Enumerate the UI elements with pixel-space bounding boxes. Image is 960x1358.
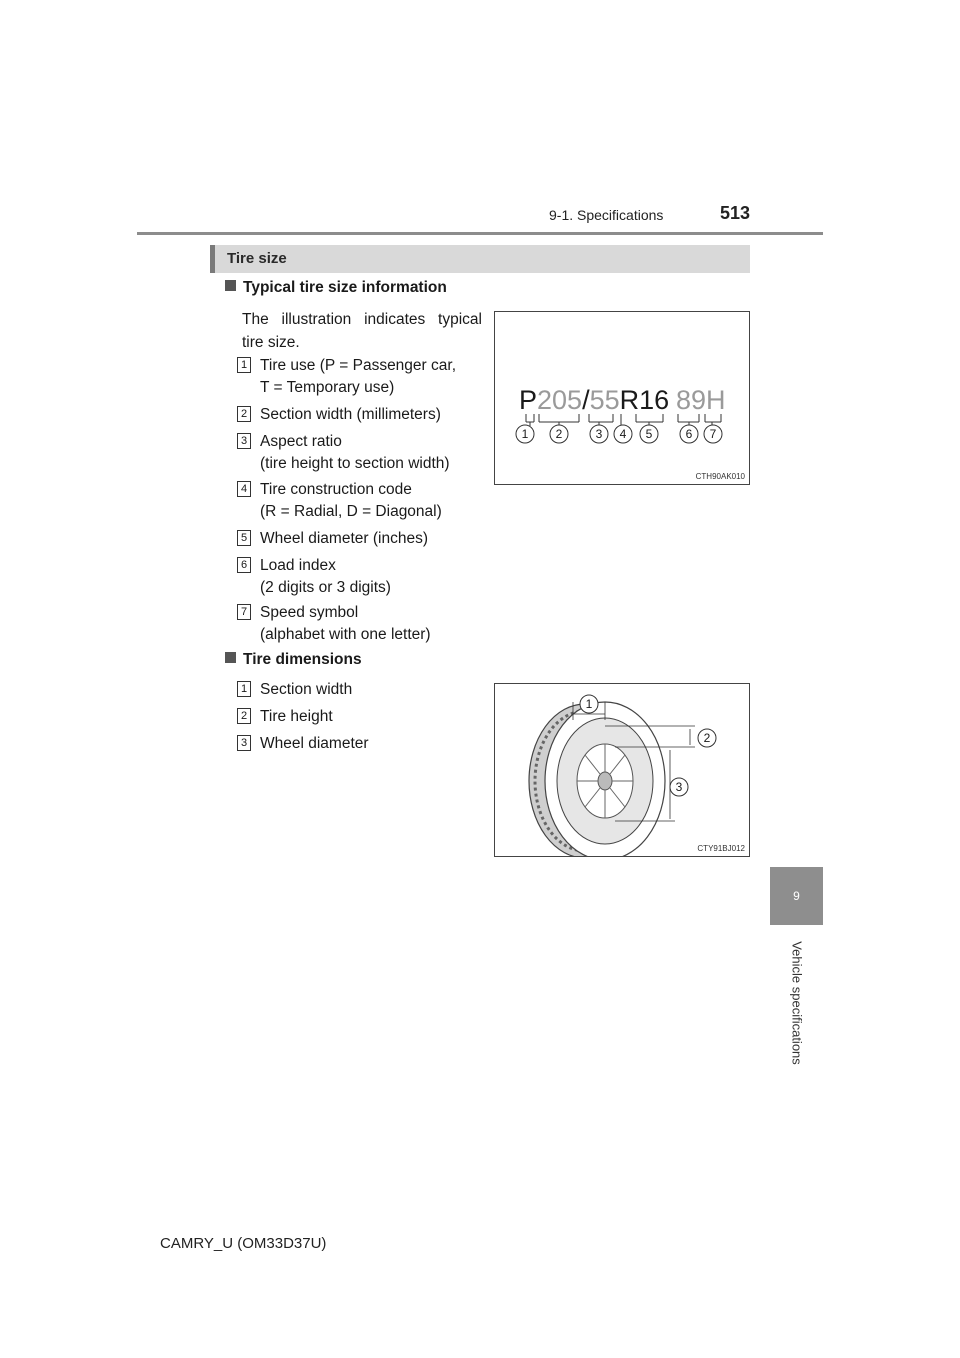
tire-code-slash: / — [582, 385, 590, 415]
header-divider — [137, 232, 823, 235]
callout-label: 2 — [703, 731, 711, 745]
chapter-tab — [770, 867, 823, 925]
item-number-badge: 1 — [237, 357, 251, 373]
item-line: (2 digits or 3 digits) — [260, 579, 391, 596]
item-line: Aspect ratio — [260, 433, 342, 450]
section-header — [210, 245, 750, 273]
tire-code-load-speed: 89H — [676, 385, 726, 415]
square-bullet-icon — [225, 652, 236, 663]
item-line: T = Temporary use) — [260, 379, 395, 396]
item-line: Tire construction code — [260, 481, 412, 498]
item-number-badge: 2 — [237, 406, 251, 422]
svg-text:P205/55R16 — [519, 385, 669, 415]
section-title: Tire size — [227, 250, 287, 267]
item-line: Speed symbol — [260, 604, 359, 621]
callout-leader-lines — [526, 414, 721, 426]
square-bullet-icon — [225, 280, 236, 291]
footer-model: CAMRY_U (OM33D37U) — [160, 1235, 327, 1252]
callout-label: 7 — [709, 427, 717, 441]
item-number-badge: 3 — [237, 433, 251, 449]
chapter-title: Vehicle specifications — [789, 941, 805, 1065]
item-line: (alphabet with one letter) — [260, 626, 431, 643]
item-line: Wheel diameter (inches) — [260, 530, 428, 547]
header-section-title: 9-1. Specifications — [549, 207, 664, 223]
subheading-typical — [225, 279, 447, 297]
item-line: Wheel diameter — [260, 735, 369, 752]
figure-code: CTY91BJ012 — [697, 844, 745, 853]
callout-label: 2 — [555, 427, 563, 441]
callout-label: 1 — [585, 697, 593, 711]
chapter-number: 9 — [793, 889, 800, 903]
item-line: Load index — [260, 557, 336, 574]
item-number-badge: 7 — [237, 604, 251, 620]
item-line: Section width — [260, 681, 353, 698]
tire-code-width: 205 — [537, 385, 583, 415]
item-line: Tire use (P = Passenger car, — [260, 357, 456, 374]
item-line: Tire height — [260, 708, 333, 725]
tire-code-r16: R16 — [619, 385, 670, 415]
tire-code-p: P — [519, 385, 538, 415]
item-line: (R = Radial, D = Diagonal) — [260, 503, 442, 520]
subheading-dimensions-text: Tire dimensions — [243, 651, 362, 668]
figure-code: CTH90AK010 — [695, 472, 745, 481]
tire-size-illustration — [495, 312, 749, 484]
callout-label: 6 — [685, 427, 693, 441]
callout-label: 4 — [619, 427, 627, 441]
item-number-badge: 1 — [237, 681, 251, 697]
subheading-typical-text: Typical tire size information — [243, 279, 447, 296]
item-number-badge: 4 — [237, 481, 251, 497]
tire-dimensions-figure — [494, 683, 750, 857]
item-number-badge: 6 — [237, 557, 251, 573]
tire-dimensions-illustration — [495, 684, 749, 856]
intro-paragraph: The illustration indicates typical tire size. — [242, 311, 482, 351]
callout-label: 3 — [675, 780, 683, 794]
tire-illustration — [529, 702, 665, 856]
callout-label: 1 — [521, 427, 529, 441]
callout-label: 3 — [595, 427, 603, 441]
item-number-badge: 5 — [237, 530, 251, 546]
item-line: (tire height to section width) — [260, 455, 450, 472]
page-number: 513 — [720, 203, 751, 223]
item-number-badge: 3 — [237, 735, 251, 751]
callout-label: 5 — [645, 427, 653, 441]
item-line: Section width (millimeters) — [260, 406, 441, 423]
tire-size-figure — [494, 311, 750, 485]
subheading-dimensions — [225, 651, 362, 669]
tire-code-ratio: 55 — [589, 385, 620, 415]
item-number-badge: 2 — [237, 708, 251, 724]
